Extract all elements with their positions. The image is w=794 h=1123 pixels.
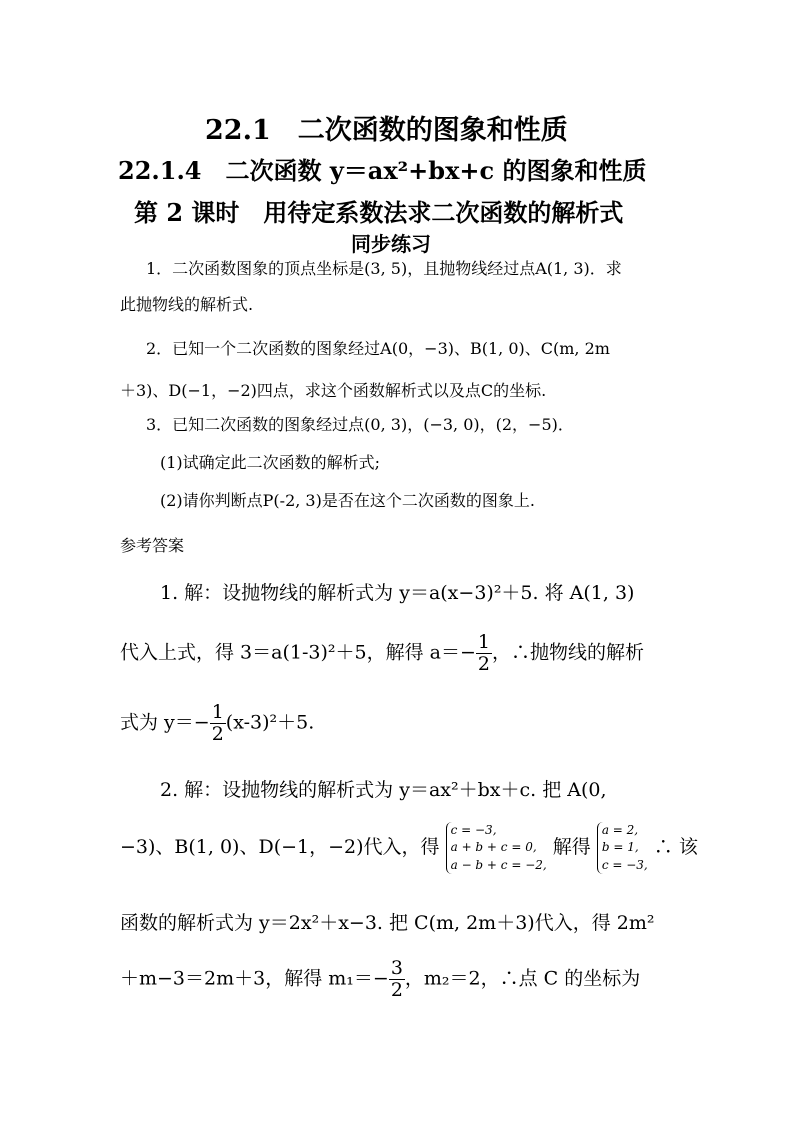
answer-2-line-2 bbox=[120, 822, 698, 874]
answers-heading: 参考答案 bbox=[120, 536, 185, 555]
fraction-one-half bbox=[210, 702, 226, 745]
question-3-part-1: (1)试确定此二次函数的解析式; bbox=[160, 453, 381, 472]
answer-2-line-4-tail: ，m₂＝2，∴点 C 的坐标为 bbox=[404, 967, 641, 990]
question-1-line-2: 此抛物线的解析式. bbox=[120, 295, 254, 314]
answer-1-line-3-text: 式为 y＝− bbox=[120, 711, 210, 734]
system-1-eq-1: c = −3, bbox=[450, 823, 497, 837]
subsection-title: 22.1.4 二次函数 y＝ax²+bx+c 的图象和性质 bbox=[118, 156, 647, 185]
answer-2-line-4-text: ＋m−3＝2m＋3，解得 m₁＝− bbox=[120, 967, 389, 990]
question-3-part-2: (2)请你判断点P(-2, 3)是否在这个二次函数的图象上. bbox=[160, 491, 535, 510]
answer-1-line-3-tail: (x-3)²＋5. bbox=[225, 711, 315, 734]
question-2-line-2: ＋3)、D(−1，−2)四点，求这个函数解析式以及点C的坐标. bbox=[120, 381, 547, 400]
answer-2-line-2-mid: 解得 bbox=[552, 836, 591, 859]
equation-system-1 bbox=[446, 822, 547, 874]
answer-2-line-4 bbox=[120, 958, 640, 1001]
answer-2-line-3: 函数的解析式为 y＝2x²＋x−3. 把 C(m, 2m＋3)代入，得 2m² bbox=[120, 912, 655, 934]
system-1-eq-3: a − b + c = −2, bbox=[450, 857, 547, 872]
fraction-numerator: 3 bbox=[390, 957, 403, 979]
fraction-three-halves bbox=[389, 958, 405, 1001]
system-2-eq-2: b = 1, bbox=[601, 840, 639, 855]
subtitle: 同步练习 bbox=[351, 232, 431, 256]
question-2-line-1: 2．已知一个二次函数的图象经过A(0，−3)、B(1, 0)、C(m, 2m bbox=[146, 339, 610, 358]
fraction-numerator: 1 bbox=[477, 631, 490, 653]
fraction-one-half bbox=[476, 632, 492, 675]
question-1-line-1: 1．二次函数图象的顶点坐标是(3, 5)，且抛物线经过点A(1, 3)．求 bbox=[146, 259, 622, 278]
fraction-denominator: 2 bbox=[390, 978, 403, 1001]
lesson-title: 第 2 课时 用待定系数法求二次函数的解析式 bbox=[134, 198, 624, 227]
answer-1-line-2 bbox=[120, 632, 644, 675]
system-2-eq-1: a = 2, bbox=[601, 823, 639, 837]
fraction-numerator: 1 bbox=[211, 701, 224, 723]
answer-2-line-1: 2. 解：设抛物线的解析式为 y＝ax²＋bx＋c. 把 A(0, bbox=[160, 779, 607, 801]
fraction-denominator: 2 bbox=[477, 652, 490, 675]
fraction-denominator: 2 bbox=[211, 722, 224, 745]
answer-1-line-2-text: 代入上式，得 3＝a(1-3)²＋5，解得 a＝− bbox=[120, 641, 476, 664]
answer-1-line-1: 1. 解：设抛物线的解析式为 y＝a(x−3)²＋5. 将 A(1, 3) bbox=[160, 582, 635, 604]
answer-1-line-2-tail: ，∴抛物线的解析 bbox=[491, 641, 644, 664]
answer-2-line-2-text: −3)、B(1, 0)、D(−1，−2)代入，得 bbox=[120, 836, 440, 859]
system-1-eq-2: a + b + c = 0, bbox=[450, 840, 537, 855]
system-2-eq-3: c = −3, bbox=[601, 857, 648, 872]
answer-1-line-3 bbox=[120, 702, 314, 745]
question-3-line-1: 3．已知二次函数的图象经过点(0, 3)，(−3, 0)，(2，−5)． bbox=[146, 415, 574, 434]
answer-2-line-2-tail: ∴ 该 bbox=[653, 836, 698, 859]
equation-system-2 bbox=[597, 822, 648, 874]
section-title: 22.1 二次函数的图象和性质 bbox=[205, 115, 568, 146]
